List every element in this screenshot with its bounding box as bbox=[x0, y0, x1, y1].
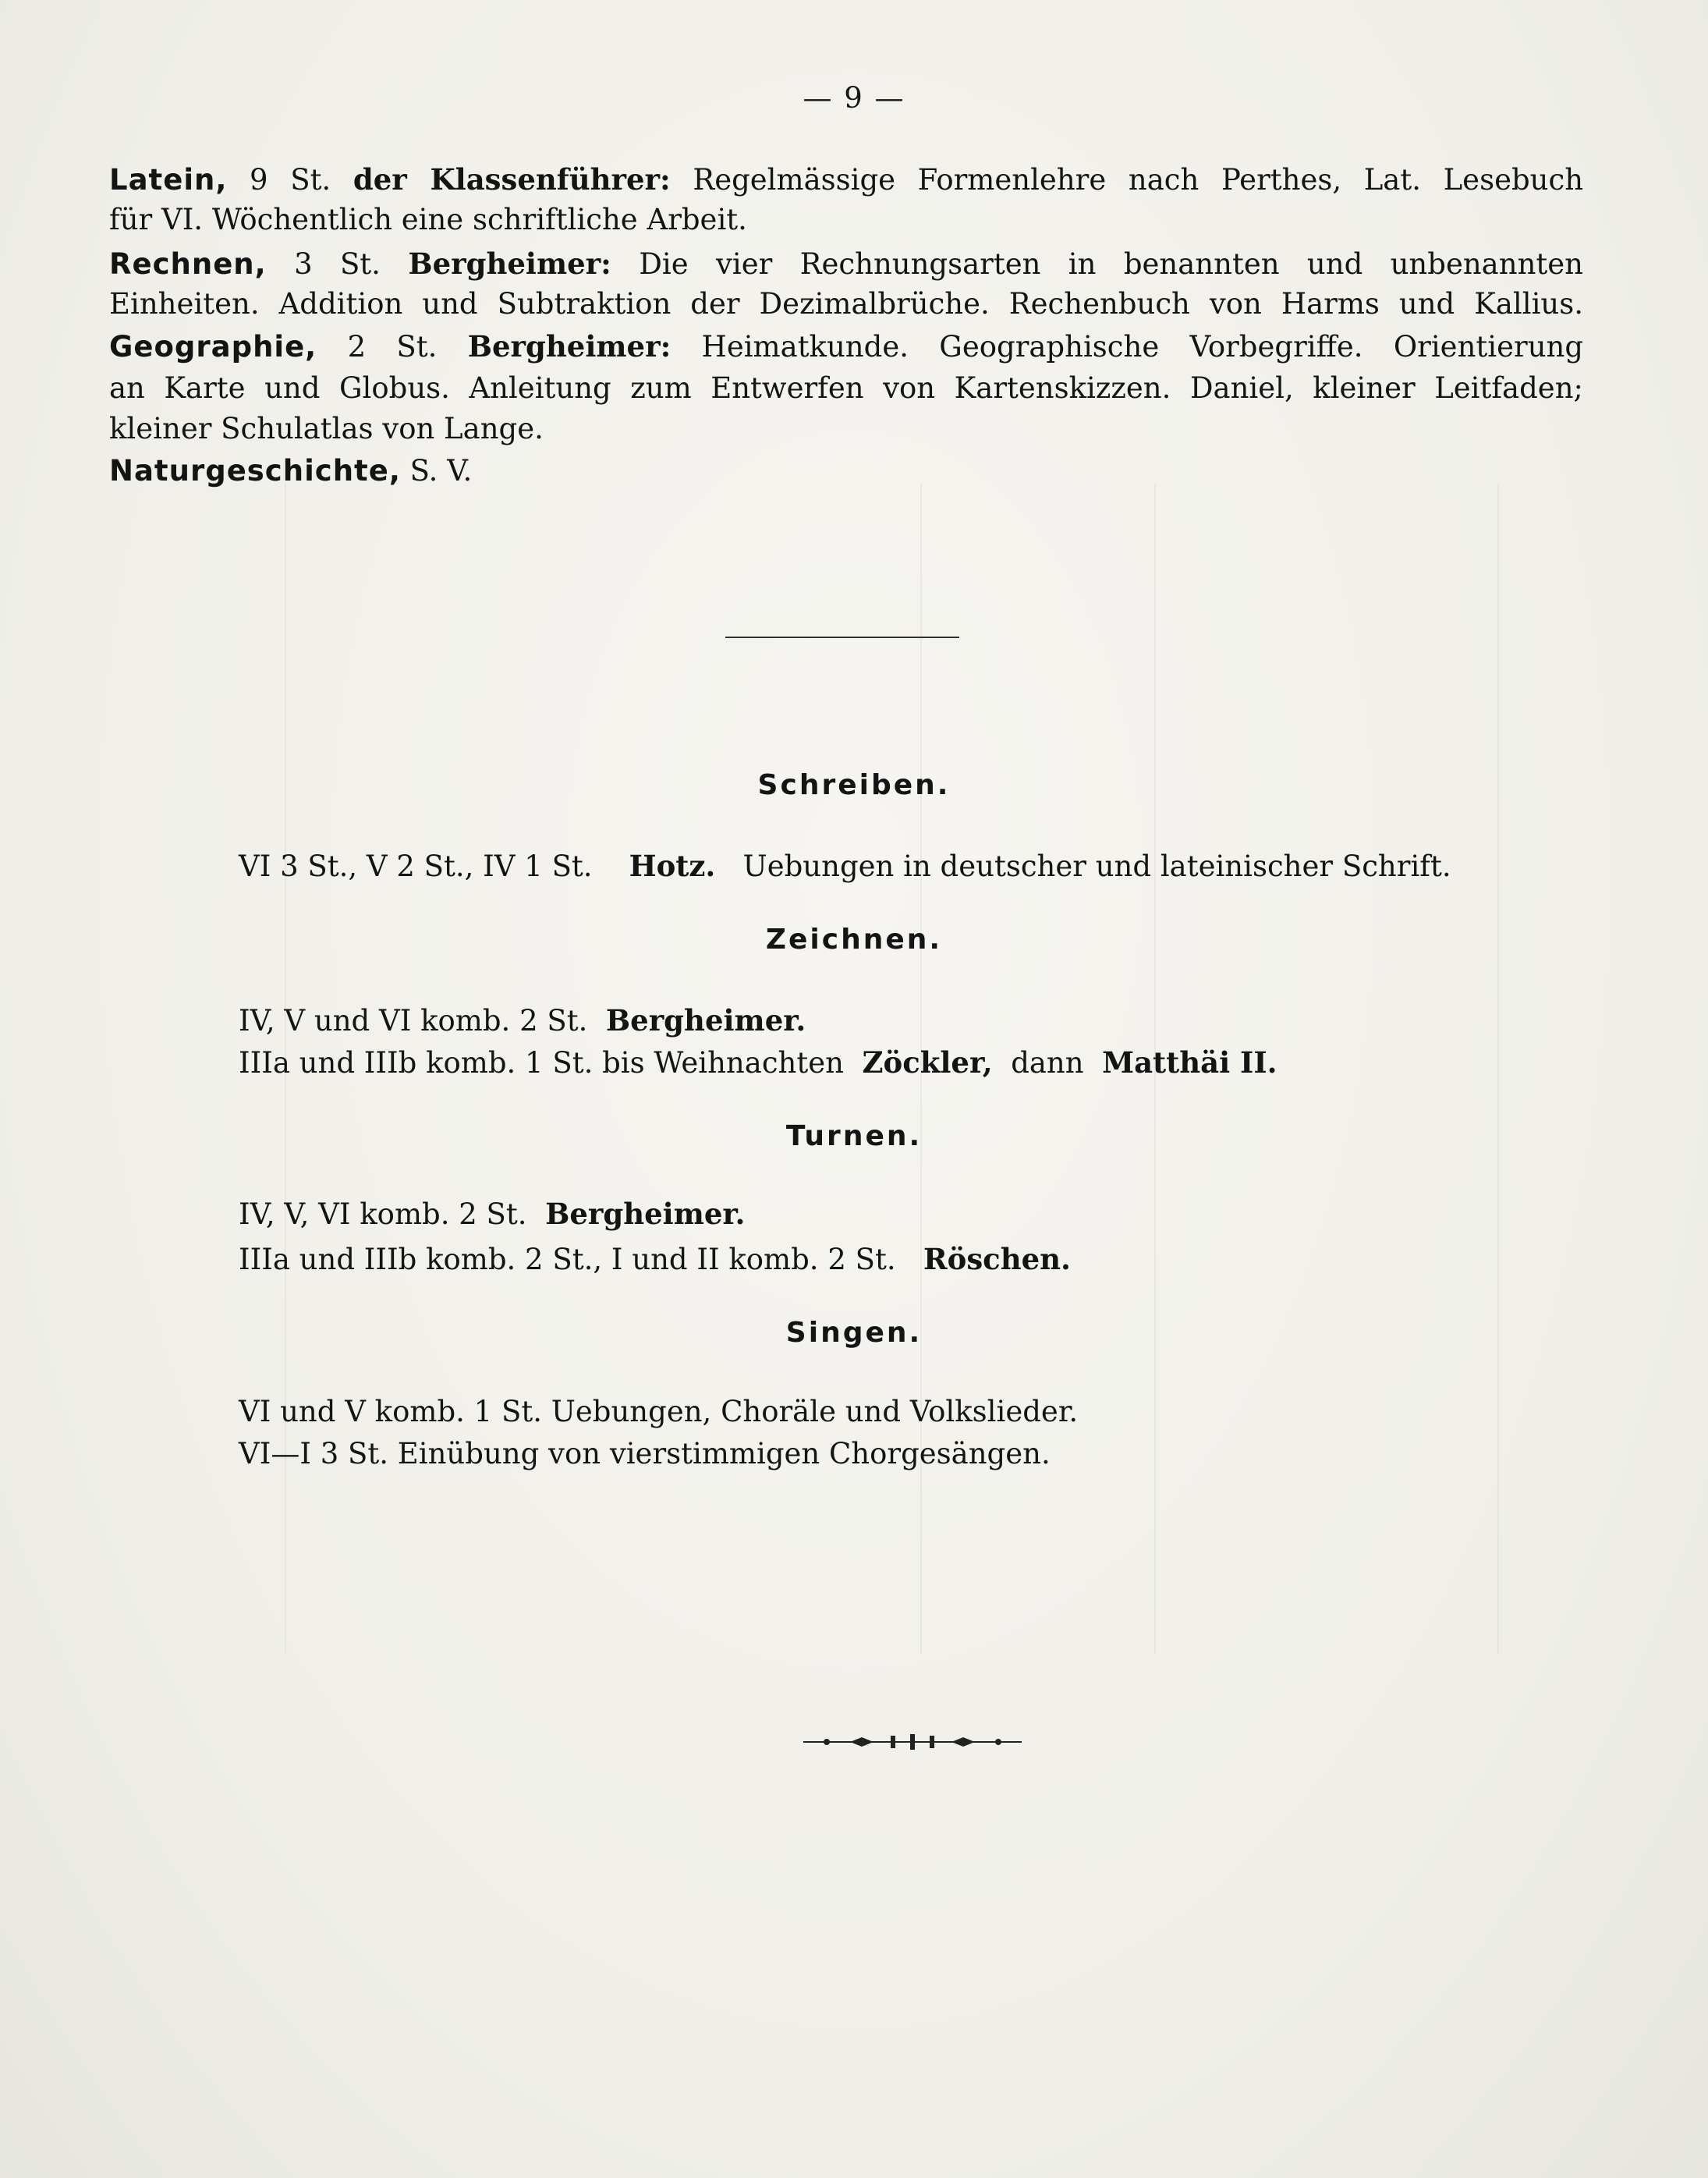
naturgeschichte-subject: Naturgeschichte, bbox=[109, 454, 401, 488]
turnen-teacher-1: Bergheimer. bbox=[545, 1197, 746, 1231]
turnen-line-2 bbox=[239, 1239, 1518, 1280]
rechnen-teacher: Bergheimer: bbox=[408, 247, 611, 281]
schreiben-classes: VI 3 St., V 2 St., IV 1 St. bbox=[239, 850, 593, 883]
zeichnen-classes-1: IV, V und VI komb. 2 St. bbox=[239, 1004, 588, 1038]
latein-line-1 bbox=[109, 159, 1583, 200]
geographie-text: Heimatkunde. Geographische Vorbegriffe. Orientierung bbox=[701, 330, 1584, 364]
geographie-hours: 2 St. bbox=[347, 330, 438, 364]
zeichnen-line-2 bbox=[239, 1042, 1518, 1084]
turnen-line-1 bbox=[239, 1194, 1518, 1235]
zeichnen-teacher-2b: Matthäi II. bbox=[1102, 1045, 1277, 1080]
ornament-divider bbox=[803, 1730, 1022, 1754]
rechnen-subject: Rechnen, bbox=[109, 247, 267, 281]
geographie-line-2: an Karte und Globus. Anleitung zum Entwerfen von Kartenskizzen. Daniel, kleiner Leitfaden; bbox=[109, 371, 1583, 405]
turnen-classes-2: IIIa und IIIb komb. 2 St., I und II komb. 2 St. bbox=[239, 1243, 896, 1276]
zeichnen-teacher-2a: Zöckler, bbox=[862, 1045, 993, 1080]
latein-line-2: für VI. Wöchentlich eine schriftliche Arbeit. bbox=[109, 203, 747, 236]
page-number: — 9 — bbox=[803, 81, 905, 115]
rechnen-line-1 bbox=[109, 243, 1583, 285]
singen-line-2: VI—I 3 St. Einübung von vierstimmigen Chorgesängen. bbox=[239, 1437, 1051, 1470]
latein-subject: Latein, bbox=[109, 163, 228, 197]
zeichnen-heading: Zeichnen. bbox=[765, 924, 943, 956]
turnen-classes-1: IV, V, VI komb. 2 St. bbox=[239, 1197, 527, 1231]
schreiben-text: Uebungen in deutscher und lateinischer Schrift. bbox=[742, 850, 1451, 883]
zeichnen-classes-2: IIIa und IIIb komb. 1 St. bis Weihnachten bbox=[239, 1046, 844, 1080]
rechnen-text: Die vier Rechnungsarten in benannten und unbenannten bbox=[639, 247, 1583, 281]
latein-text: Regelmässige Formenlehre nach Perthes, Lat. Lesebuch bbox=[693, 163, 1584, 197]
naturgeschichte-text: S. V. bbox=[409, 454, 473, 488]
latein-hours: 9 St. bbox=[250, 163, 331, 197]
schreiben-teacher: Hotz. bbox=[629, 849, 716, 883]
geographie-teacher: Bergheimer: bbox=[467, 329, 672, 364]
zeichnen-middle: dann bbox=[1011, 1046, 1084, 1080]
schreiben-line bbox=[239, 846, 1518, 887]
singen-heading: Singen. bbox=[785, 1317, 923, 1349]
geographie-line-3: kleiner Schulatlas von Lange. bbox=[109, 412, 544, 445]
schreiben-heading: Schreiben. bbox=[757, 769, 951, 801]
section-divider bbox=[725, 637, 959, 638]
turnen-teacher-2: Röschen. bbox=[923, 1242, 1071, 1276]
geographie-subject: Geographie, bbox=[109, 330, 317, 364]
rechnen-hours: 3 St. bbox=[294, 247, 381, 281]
rechnen-line-2: Einheiten. Addition und Subtraktion der Dezimalbrüche. Rechenbuch von Harms und Kallius. bbox=[109, 287, 1583, 321]
latein-teacher: der Klassenführer: bbox=[353, 162, 671, 197]
turnen-heading: Turnen. bbox=[785, 1120, 923, 1152]
naturgeschichte-line bbox=[109, 451, 1583, 491]
geographie-line-1 bbox=[109, 326, 1583, 367]
singen-line-1: VI und V komb. 1 St. Uebungen, Choräle und Volkslieder. bbox=[239, 1395, 1079, 1428]
zeichnen-line-1 bbox=[239, 1000, 1518, 1041]
zeichnen-teacher-1: Bergheimer. bbox=[605, 1003, 806, 1038]
